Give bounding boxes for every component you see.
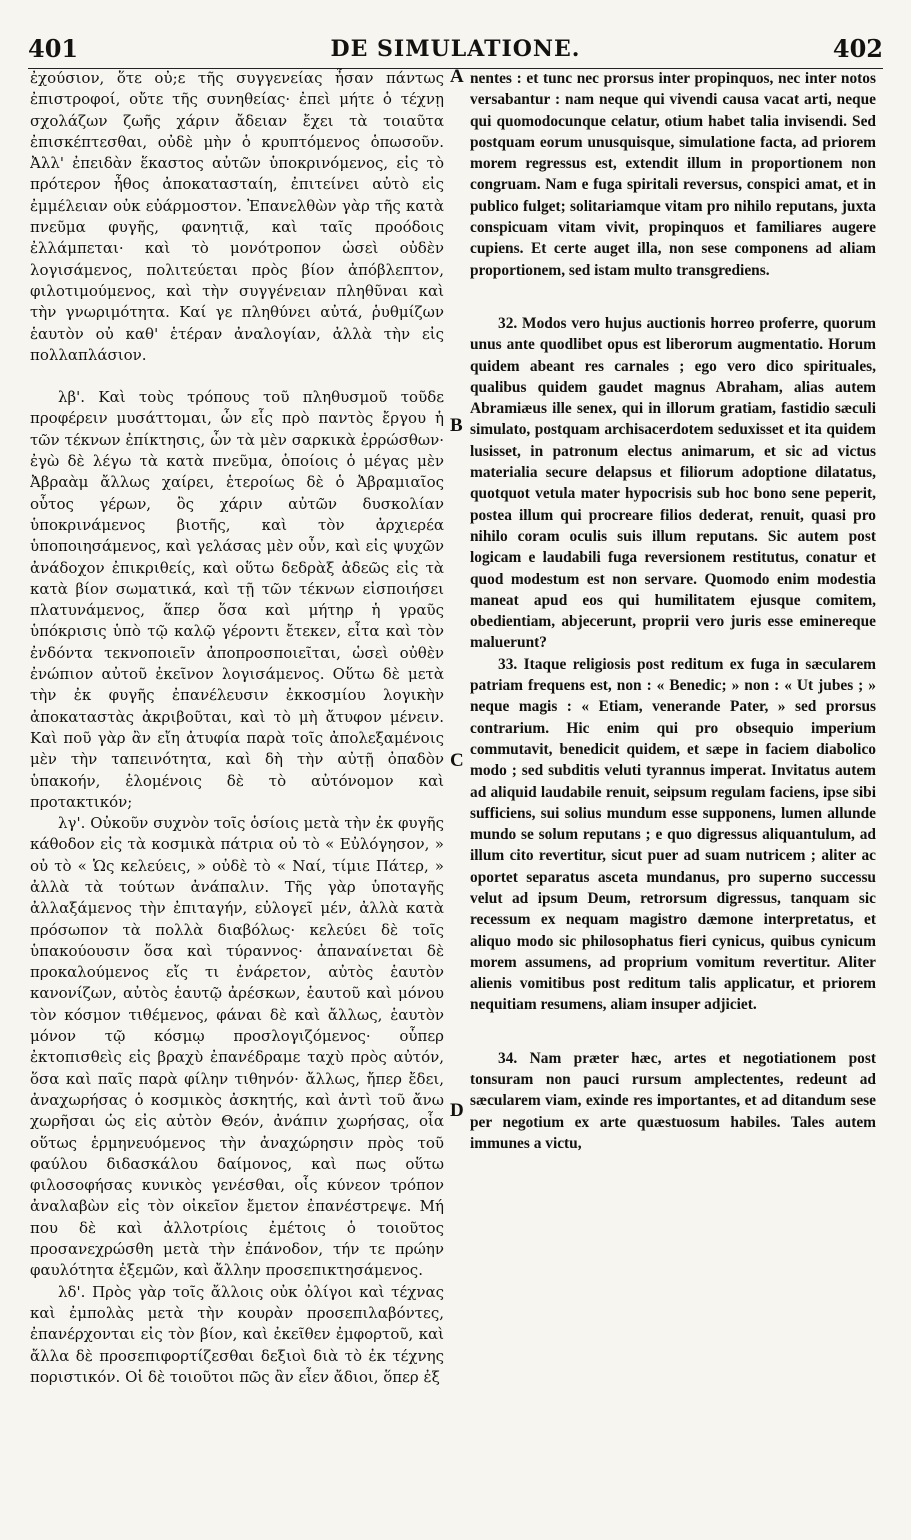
running-title: DE SIMULATIONE. [330, 36, 581, 62]
greek-section-33: λγ'. Οὐκοῦν συχνὸν τοῖς ὁσίοις μετὰ τὴν ἐκ φυγῆς κάθοδον εἰς τὰ κοσμικὰ πάτρια οὐ τὸ « Εὐλόγησον, » οὐ τὸ « Ὡς κελεύεις, » οὐδὲ τὸ « Ναί, τίμιε Πάτερ, » ἀλλὰ τὰ τούτων ἀνάπαλιν. Τῆς γὰρ ὑποταγῆς ἀλλαξάμενος τὴν ἐπιταγήν, εὐλογεῖ μέν, ἀλλὰ κατὰ πρόσωπον τὰ πολλὰ διαβόλως· κελεύει δὲ τοῖς ὑπακούουσιν ὅσα καὶ τύραννος· ἀπαναίνεται δὲ προκαλούμενος εἴς τι ἐνάρετον, αὐτὸς ἑαυτὸν κανονίζων, αὐτὸς ἑαυτῷ ἀρέσκων, ἑαυτοῦ καὶ μόνου τὸν κόσμον τιθέμενος, φάναι δὲ καὶ ἄλλως, ἑαυτὸν μόνον τῷ κόσμῳ προσλογιζόμενος· οὗπερ ἐκτοπισθεὶς εἰς βραχὺ ἐπανέδραμε ταχὺ πρὸς αὐτόν, ὅσα καὶ παῖς παρὰ φίλην τιθηνόν· ἄλλως, ἤπερ ἔδει, ἀναχωρήσας ὁ κοσμικὸς ἀσκητής, καὶ ἀντὶ τοῦ ἄνω χωρῆσαι ὡς εἰς αὐτὸν Θεόν, ἀνάπιν χωρήσας, οἷα οὕτως ἑρμηνευόμενος τὴν ἀναχώρησιν πρὸς τοῦ φαύλου διδασκάλου δαίμονος, καὶ πως οὕτω φιλοσοφήσας κυνικὸς γενέσθαι, οἷς κύνεον τρόπον ἀναλαβὼν εἰς τὸν οἰκεῖον ἔμετον ἐπανέστρεψε. Μή που δὲ καὶ ἀλλοτρίοις ἐμέτοις ὁ τοιοῦτος προσανεχρώσθη μετὰ τὴν ἐπάνοδον, τήν τε πρώην φαυλότητα ἐξεμῶν, καὶ ἄλλην προσεπικτησάμενος. [30, 814, 444, 1280]
latin-section-32: 32. Modos vero hujus auctionis horreo proferre, quorum unus ante quodlibet opus est liberorum augmentatio. Horum quidem abeant res carnales ; ego vero dico spirituales, qualibus quidem gaudet magnus Abraham, alias autem Abramiæus ille senex, qui in illorum gratiam, fastidio sæculi simulato, postquam archisacerdotem seduxisset et ita quidem lusisset, in patronum electus animarum, et sic ad victus materialia secure delapsus et filiorum adoptione dilatatus, quotquot vetula mater hypocrisis sub hoc bono sene peperit, postea illum qui procreare filios dederat, renuit, quasi pro nihilo coram oculis suis illum reputans. Sic autem post logicam e laudabili fuga reversionem restitutus, conatur et quod modestum est non servare. Quomodo enim modestia maneat apud eos qui humilitatem ejusque comitem, obedientiam, abjecerunt, proprii vero juris esse eminereque maluerunt? [470, 314, 876, 652]
margin-marker-c: C [450, 750, 464, 771]
page-number-left: 401 [28, 34, 79, 63]
greek-section-34: λδ'. Πρὸς γὰρ τοῖς ἄλλοις οὐκ ὀλίγοι καὶ τέχνας καὶ ἐμπολὰς μετὰ τὴν κουρὰν προσεπιλαβόντες, ἐπανέρχονται εἰς τὸν βίον, καὶ ἐκεῖθεν ἐμφορτοῦ, καὶ ἄλλα δὲ προσεπιφορτίζεσθαι δεξιοὶ διὰ τὸ ἐκ τέχνης ποριστικόν. Οἱ δὲ τοιοῦτοι πῶς ἂν εἶεν ἄδιοι, ὅπερ ἐξ [30, 1282, 444, 1386]
greek-section-32: λβ'. Καὶ τοὺς τρόπους τοῦ πληθυσμοῦ τοῦδε προφέρειν μυσάττομαι, ὧν εἷς πρὸ παντὸς ἔργου ἡ τῶν τέκνων ἐπίκτησις, ὧν τὰ μὲν σαρκικὰ ἐρρώσθων· ἐγὼ δὲ λέγω τὰ κατὰ πνεῦμα, ὁποίοις ὁ μέγας μὲν Ἀβραὰμ ἄλλως χαίρει, ἑτεροίως δὲ ὁ Ἀβραμιαῖος οὗτος γέρων, ὃς χάριν αὐτῶν δυσκολίαν ὑποκρινάμενος βιοτῆς, καὶ τὸν ἀρχιερέα ὑποποιησάμενος, καὶ γελάσας μὲν οὖν, καὶ εἰς ψυχῶν ἀνάδοχον ἐπικριθείς, καὶ οὕτω δεδρὰξ ἀδεῶς εἰς τὰ κατὰ βίον σωματικά, καὶ τῇ τῶν τέκνων εἰσποιήσει πλατυνάμενος, ἅπερ ὅσα καὶ μήτηρ ἡ γραῦς ὑπόκρισις ὑπὸ τῷ καλῷ γέροντι ἔτεκεν, εἶτα καὶ τὸν ἐνδόντα τεκνοποιεῖν ἀποπροσποιεῖται, ὡσεὶ οὐθὲν ἐνώπιον αὐτοῦ ἐκεῖνον λογισάμενος. Οὕτω δὲ μετὰ τὴν ἐκ φυγῆς ἐπανέλευσιν ἐκκοσμίου λογικὴν ἀποκαταστὰς ἀκριβοῦται, καὶ τὸ μὴ ἄτυφον μένειν. Καὶ ποῦ γὰρ ἂν εἴη ἀτυφία παρὰ τοῖς ἀπολεξαμένοις μὲν τὴν ταπεινότητα, καὶ δὴ τὴν αὐτῇ ὀπαδὸν ὑπακοήν, ἑλομένοις δὲ τὸ αὐτόνομον καὶ προτακτικόν; [30, 388, 444, 811]
running-header [28, 34, 883, 69]
margin-marker-a: A [450, 66, 464, 87]
greek-paragraph-continuation: ἐχούσιον, ὅτε οὐ;ε τῆς συγγενείας ἦσαν πάντως ἐπιστροφοί, οὔτε τῆς συνηθείας· ἐπεὶ μήτε ὁ τέχνῃ σχολάζων ζωῆς χάριν ἄδειαν ἔχει τὰ τοιαῦτα ἐπισκέπτεσθαι, οὐδὲ μὴν ὁ κρυπτόμενος ὁπωσοῦν. Ἀλλ' ἐπειδὰν ἕκαστος αὐτῶν ὑποκρινόμενος, εἰς τὸ πρότερον ἦθος ἀποκατασταίη, ἐπιτείνει αὐτὸ εἰς ἐμμέλειαν οὐκ εὐάρμοστον. Ἐπανελθὼν γὰρ τῆς κατὰ πνεῦμα φυγῆς, φανητιᾷ, καὶ ταῖς προόδοις ἐλλάμπεται· καὶ τὸ μονότροπον ὡσεὶ οὐδὲν λογισάμενος, πολιτεύεται πρὸς βίον ἀπόβλεπτον, φιλοτιμούμενος, καὶ τὴν συγγένειαν πληθῦναι καὶ τὴν γνωριμότητα. Καί γε πληθύνει αὐτά, ῥυθμίζων ἑαυτὸν οὐ καθ' ἑτέραν ἀναλογίαν, ἀλλὰ τὴν εἰς πολλαπλάσιον. [30, 69, 444, 364]
latin-paragraph-continuation: nentes : et tunc nec prorsus inter propinquos, nec inter notos versabantur : nam neque qui vivendi causa vacat arti, neque qui quomodocunque celatur, otium habet talia invisendi. Sed postquam eorum unusquisque, simulatione facta, ad priorem morem regressus est, extendit illum in proportionem non congruam. Nam e fuga spiritali reversus, conspici amat, et in publico fulget; solitariamque vitam pro nihilo reputans, juxta conspicuam vitam vivit, propinquos et familiares augere cupiens. Et certe auget illa, non sese componens ad aliam proportionem, sed istam multo transgrediens. [470, 70, 876, 279]
greek-column [30, 68, 444, 1516]
latin-section-33: 33. Itaque religiosis post reditum ex fuga in sæcularem patriam frequens est, non : « Benedic; » non : « Ut jubes ; » neque magis : « Etiam, venerande Pater, » sed prorsus contrarium. Hic enim qui pro obsequio imperium commutavit, benedicit quidem, et sæpe in faciem diabolico modo ; sed subditis veluti tyrannus imperat. Invitatus autem ad aliquid laudabile renuit, seipsum regulam faciens, ipse sibi sufficiens, sui solius mundum esse supponens, lumen allunde mundo se solum reputans ; e quo digressus aliquantulum, ad illum cito revertitur, sicut puer ad suam nutricem ; aliter ac oportet separatus asceta mundanus, pro superno successu velut ad ipsum Deum, retrorsum digressus, tanquam sic recessum ex nequam magistro dæmone interpretatus, et aliquo modo sic philosophatus fieri cynicus, quibus cynicum morem assumens, ad proprium vomitum revertitur. Aliter alienis vomitibus post reditum talis applicatur, et priorem nequitiam resumens, aliam insuper adjiciet. [470, 655, 876, 1014]
latin-section-34: 34. Nam præter hæc, artes et negotiationem post tonsuram non pauci rursum amplectentes, redeunt ad sæcularem viam, exinde res importantes, et ad ditandum sese per negotium ex arte quæstuosum habiles. Tales autem immunes a victu, [470, 1049, 876, 1152]
page-number-right: 402 [832, 34, 883, 63]
margin-marker-b: B [450, 415, 463, 436]
latin-column [470, 68, 876, 1516]
margin-marker-d: D [450, 1100, 464, 1121]
